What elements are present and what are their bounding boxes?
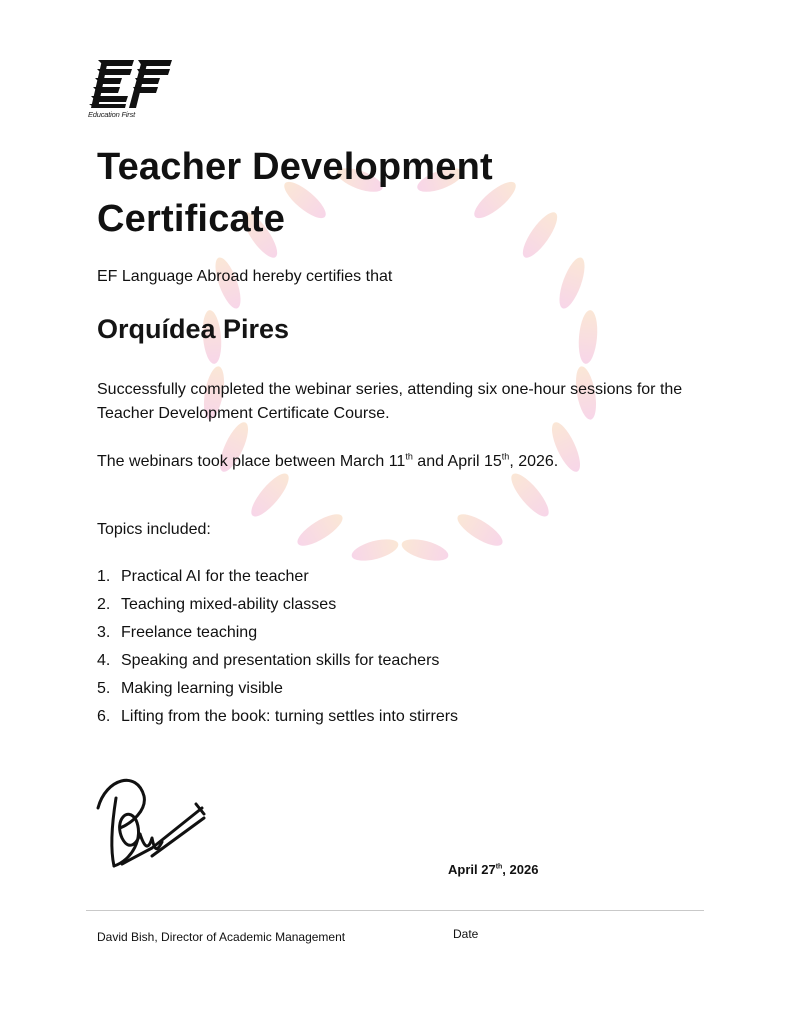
date-label: Date: [453, 927, 479, 941]
list-item: 3. Freelance teaching: [97, 624, 258, 641]
certificate-title: Teacher Development Certificate: [97, 146, 493, 240]
signatory-label: David Bish, Director of Academic Management: [97, 930, 346, 944]
certifies-text: EF Language Abroad hereby certifies that: [97, 268, 393, 285]
ef-logo-mark: [88, 58, 174, 110]
list-item: 2. Teaching mixed-ability classes: [97, 596, 337, 613]
ef-logo: [88, 58, 174, 122]
topics-heading: Topics included:: [97, 521, 211, 538]
completion-text: Successfully completed the webinar series, attending six one-hour sessions for the Teacher Development Certificate Course.: [97, 381, 683, 422]
topics-list: [97, 568, 458, 736]
list-item: 5. Making learning visible: [97, 680, 283, 697]
handwritten-signature: [92, 768, 212, 878]
list-item: 1. Practical AI for the teacher: [97, 568, 309, 585]
logo-caption: Education First: [88, 110, 136, 119]
webinar-dates-text: The webinars took place between March 11th and April 15th, 2026.: [97, 451, 559, 470]
signature-date: April 27th, 2026: [448, 862, 539, 877]
recipient-name: Orquídea Pires: [97, 314, 290, 344]
list-item: 4. Speaking and presentation skills for teachers: [97, 652, 440, 669]
signature-line: [86, 910, 704, 911]
list-item: 6. Lifting from the book: turning settles into stirrers: [97, 708, 459, 725]
